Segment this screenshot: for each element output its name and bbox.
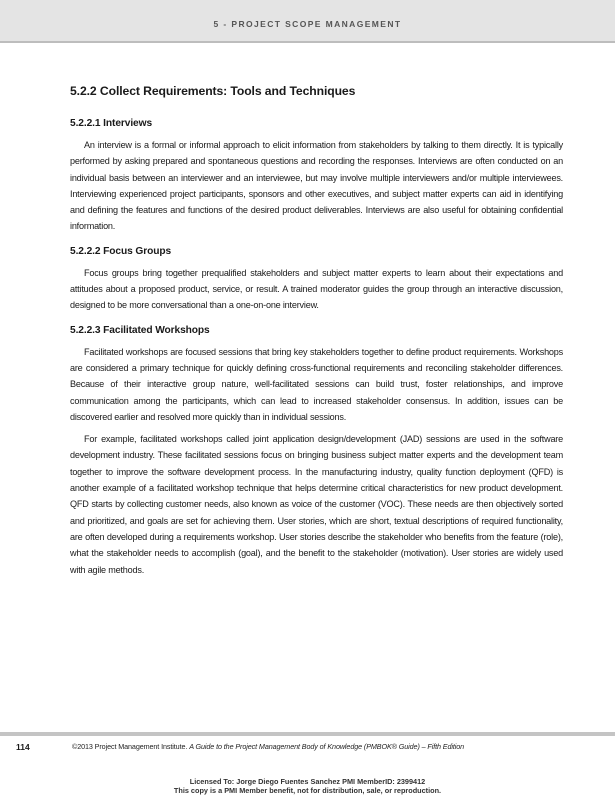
running-header — [0, 0, 615, 43]
interviews-heading: 5.2.2.1 Interviews — [70, 118, 153, 129]
running-header-title: 5 - PROJECT SCOPE MANAGEMENT — [213, 19, 402, 29]
copyright-notice — [72, 742, 464, 751]
license-notice — [0, 778, 615, 795]
section-title: 5.2.2 Collect Requirements: Tools and Techniques — [70, 84, 356, 98]
footer-rule — [0, 732, 615, 736]
interviews-paragraph: An interview is a formal or informal approach to elicit information from stakeholders by talking to them directly. It is typically performed by asking prepared and spontaneous questions and recording the responses. Interviews are often conducted on an individual basis between an interviewer and an interviewee, but may involve multiple interviewers and/or multiple interviewees. Interviewing experienced project participants, sponsors and other executives, and subject matter experts can aid in identifying and defining the features and functions of the desired product deliverables. Interviews are also useful for obtaining confidential information. — [70, 140, 563, 232]
copyright-book-title: A Guide to the Project Management Body of Knowledge (PMBOK® Guide) – Fifth Edition — [189, 742, 465, 751]
spacer — [70, 314, 563, 325]
spacer — [70, 235, 563, 246]
facilitated-workshops-heading: 5.2.2.3 Facilitated Workshops — [70, 324, 210, 336]
facilitated-workshops-paragraph-2: For example, facilitated workshops called joint application design/development (JAD) sessions are used in the software development industry. These facilitated sessions focus on bringing business subject matter experts and the development team together to improve the software development process. In the manufacturing industry, quality function deployment (QFD) is another example of a facilitated workshop technique that helps determine critical characteristics for new product development. QFD starts by collecting customer needs, also known as voice of the customer (VOC). These needs are then objectively sorted and prioritized, and goals are set for achieving them. User stories, which are short, textual descriptions of required functionality, are often developed during a requirements workshop. User stories describe the stakeholder who benefits from the feature (role), what the stakeholder needs to accomplish (goal), and the benefit to the stakeholder (motivation). User stories are widely used with agile methods. — [70, 434, 563, 575]
page-number: 114 — [16, 742, 30, 752]
facilitated-workshops-paragraph-1: Facilitated workshops are focused sessions that bring key stakeholders together to define product requirements. Workshops are considered a primary technique for quickly defining cross-functional requirements and reconciling stakeholder differences. Because of their interactive group nature, well-facilitated sessions can build trust, foster relationships, and improve communication among the participants, which can lead to increased stakeholder consensus. In addition, issues can be discovered earlier and resolved more quickly than in individual sessions. — [70, 346, 563, 422]
focus-groups-paragraph: Focus groups bring together prequalified stakeholders and subject matter experts to learn about their expectations and attitudes about a proposed product, service, or result. A trained moderator guides the group through an interactive discussion, designed to be more conversational than a one-on-one interview. — [70, 267, 563, 311]
page-body — [70, 84, 563, 578]
license-line-2: This copy is a PMI Member benefit, not for distribution, sale, or reproduction. — [173, 785, 442, 795]
license-line-1: Licensed To: Jorge Diego Fuentes Sanchez PMI MemberID: 2399412 — [189, 777, 426, 786]
copyright-prefix: ©2013 Project Management Institute. — [72, 742, 188, 751]
focus-groups-heading: 5.2.2.2 Focus Groups — [70, 245, 172, 257]
